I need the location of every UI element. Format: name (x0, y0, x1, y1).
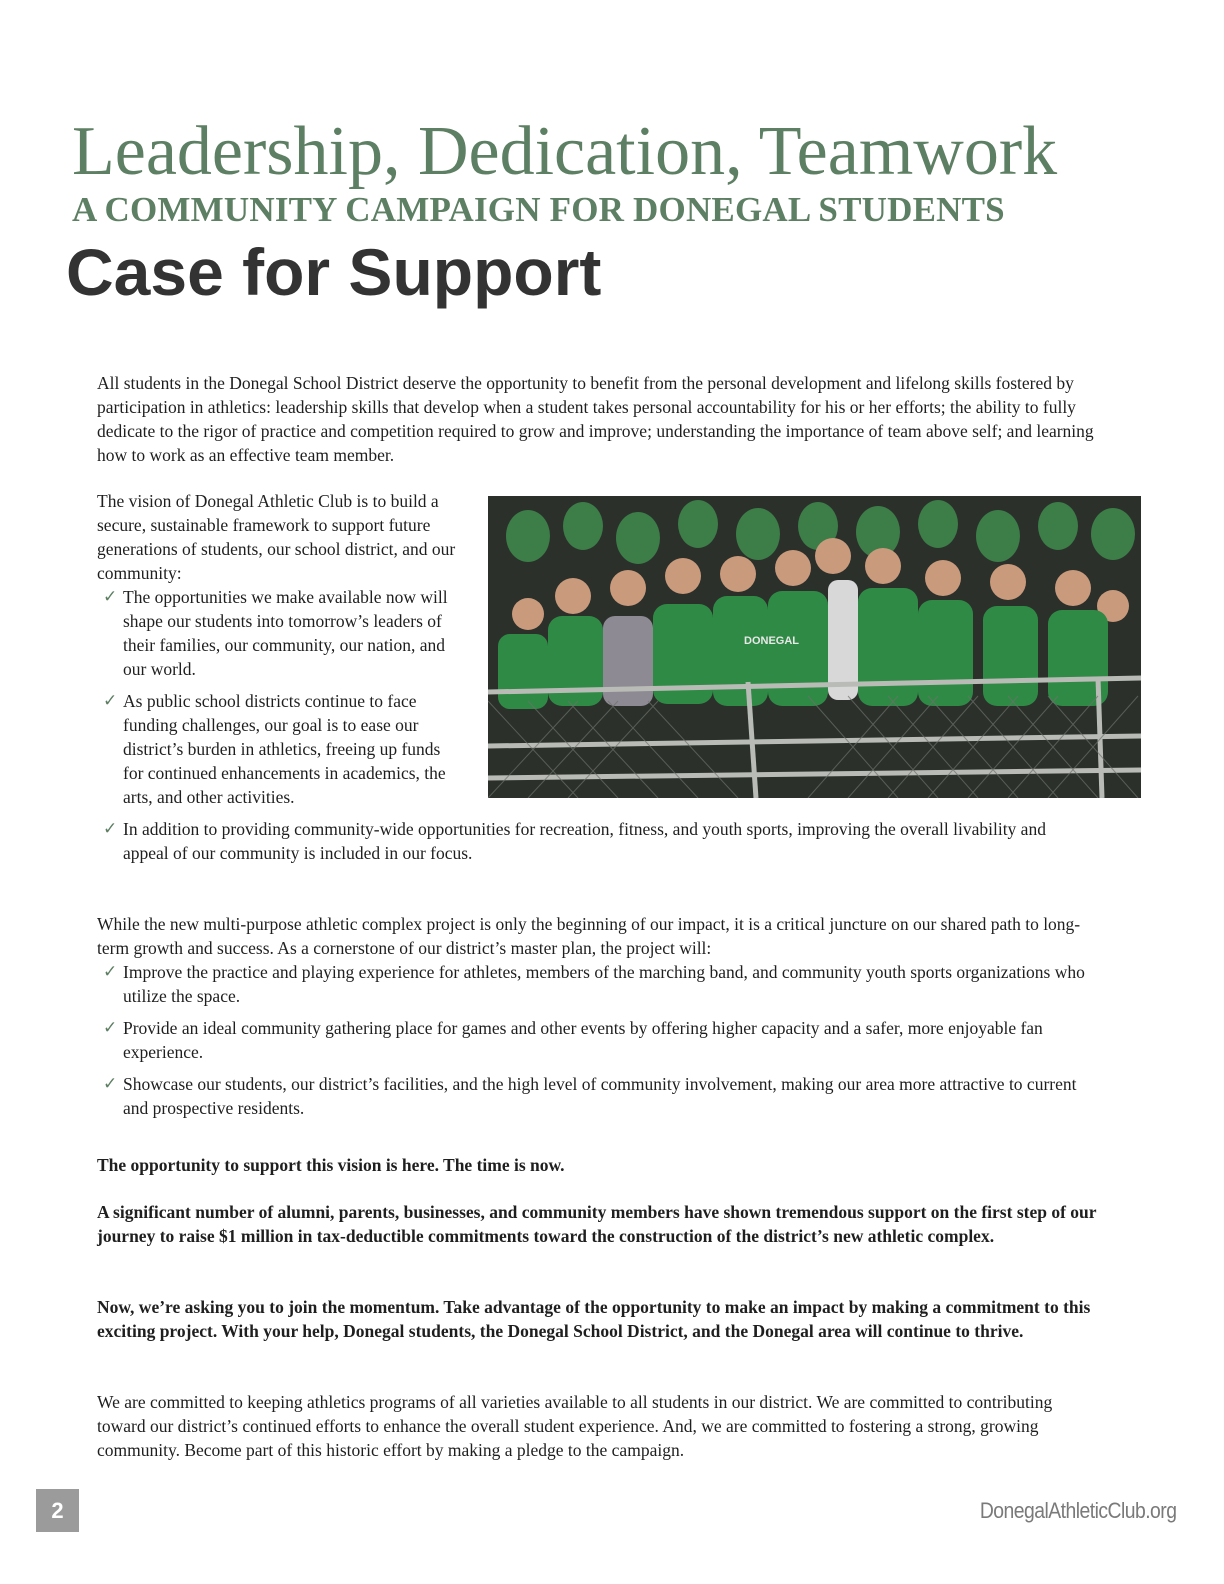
project-checklist (97, 960, 1097, 1128)
check-icon: ✓ (103, 819, 118, 839)
page-number: 2 (36, 1489, 79, 1532)
list-item-text: Improve the practice and playing experience for athletes, members of the marching band, and community youth sports organizations who utilize the space. (123, 962, 1085, 1006)
list-item-text: As public school districts continue to face funding challenges, our goal is to ease our district’s burden in athletics, freeing up funds for continued enhancements in academics, the arts, and other activities. (123, 691, 446, 807)
vision-checklist-continued (97, 817, 1072, 865)
list-item (97, 817, 1072, 865)
jersey-text: DONEGAL (744, 635, 799, 647)
vision-checklist (97, 585, 457, 817)
call-to-action: Now, we’re asking you to join the momentum. Take advantage of the opportunity to make an impact by making a commitment to this exciting project. With your help, Donegal students, the Donegal School District, and the Donegal area will continue to thrive. (97, 1297, 1091, 1341)
commitment-paragraph: We are committed to keeping athletics programs of all varieties available to all students in our district. We are committed to contributing toward our district’s continued efforts to enhance the overall student experience. And, we are committed to fostering a strong, growing community. Become part of this historic effort by making a pledge to the campaign. (97, 1392, 1053, 1460)
project-intro-paragraph: While the new multi-purpose athletic complex project is only the beginning of our impact, it is a critical juncture on our shared path to long-term growth and success. As a cornerstone of our district’s master plan, the project will: (97, 914, 1081, 958)
list-item-text: The opportunities we make available now will shape our students into tomorrow’s leaders of their families, our community, our nation, and our world. (123, 587, 448, 679)
campaign-subtitle: A COMMUNITY CAMPAIGN FOR DONEGAL STUDENTS (72, 190, 1005, 229)
check-icon: ✓ (103, 587, 118, 607)
page-title: Leadership, Dedication, Teamwork (72, 113, 1058, 190)
list-item-text: In addition to providing community-wide opportunities for recreation, fitness, and youth sports, improving the overall livability and appeal of our community is included in our focus. (123, 819, 1046, 863)
intro-paragraph: All students in the Donegal School District deserve the opportunity to benefit from the personal development and lifelong skills fostered by participation in athletics: leadership skills that develop when a student takes personal accountability for his or her efforts; the ability to fully dedicate to the rigor of practice and competition required to grow and improve; understanding the importance of team above self; and learning how to work as an effective team member. (97, 373, 1094, 465)
list-item (97, 1016, 1097, 1064)
list-item (97, 960, 1097, 1008)
opportunity-statement: The opportunity to support this vision is here. The time is now. (97, 1155, 565, 1175)
check-icon: ✓ (103, 1074, 118, 1094)
list-item (97, 585, 457, 681)
check-icon: ✓ (103, 962, 118, 982)
list-item (97, 689, 457, 809)
student-crowd-photo (488, 496, 1141, 798)
case-for-support-heading: Case for Support (66, 235, 602, 309)
list-item (97, 1072, 1097, 1120)
website-link[interactable]: DonegalAthleticClub.org (979, 1498, 1176, 1523)
vision-paragraph: The vision of Donegal Athletic Club is to build a secure, sustainable framework to support future generations of students, our school district, and our community: (97, 491, 456, 583)
list-item-text: Provide an ideal community gathering place for games and other events by offering higher capacity and a safer, more enjoyable fan experience. (123, 1018, 1043, 1062)
crowd-illustration (488, 496, 1141, 798)
list-item-text: Showcase our students, our district’s facilities, and the high level of community involvement, making our area more attractive to current and prospective residents. (123, 1074, 1077, 1118)
check-icon: ✓ (103, 691, 118, 711)
support-statement: A significant number of alumni, parents, businesses, and community members have shown tremendous support on the first step of our journey to raise $1 million in tax-deductible commitments toward the construction of the district’s new athletic complex. (97, 1202, 1097, 1246)
check-icon: ✓ (103, 1018, 118, 1038)
